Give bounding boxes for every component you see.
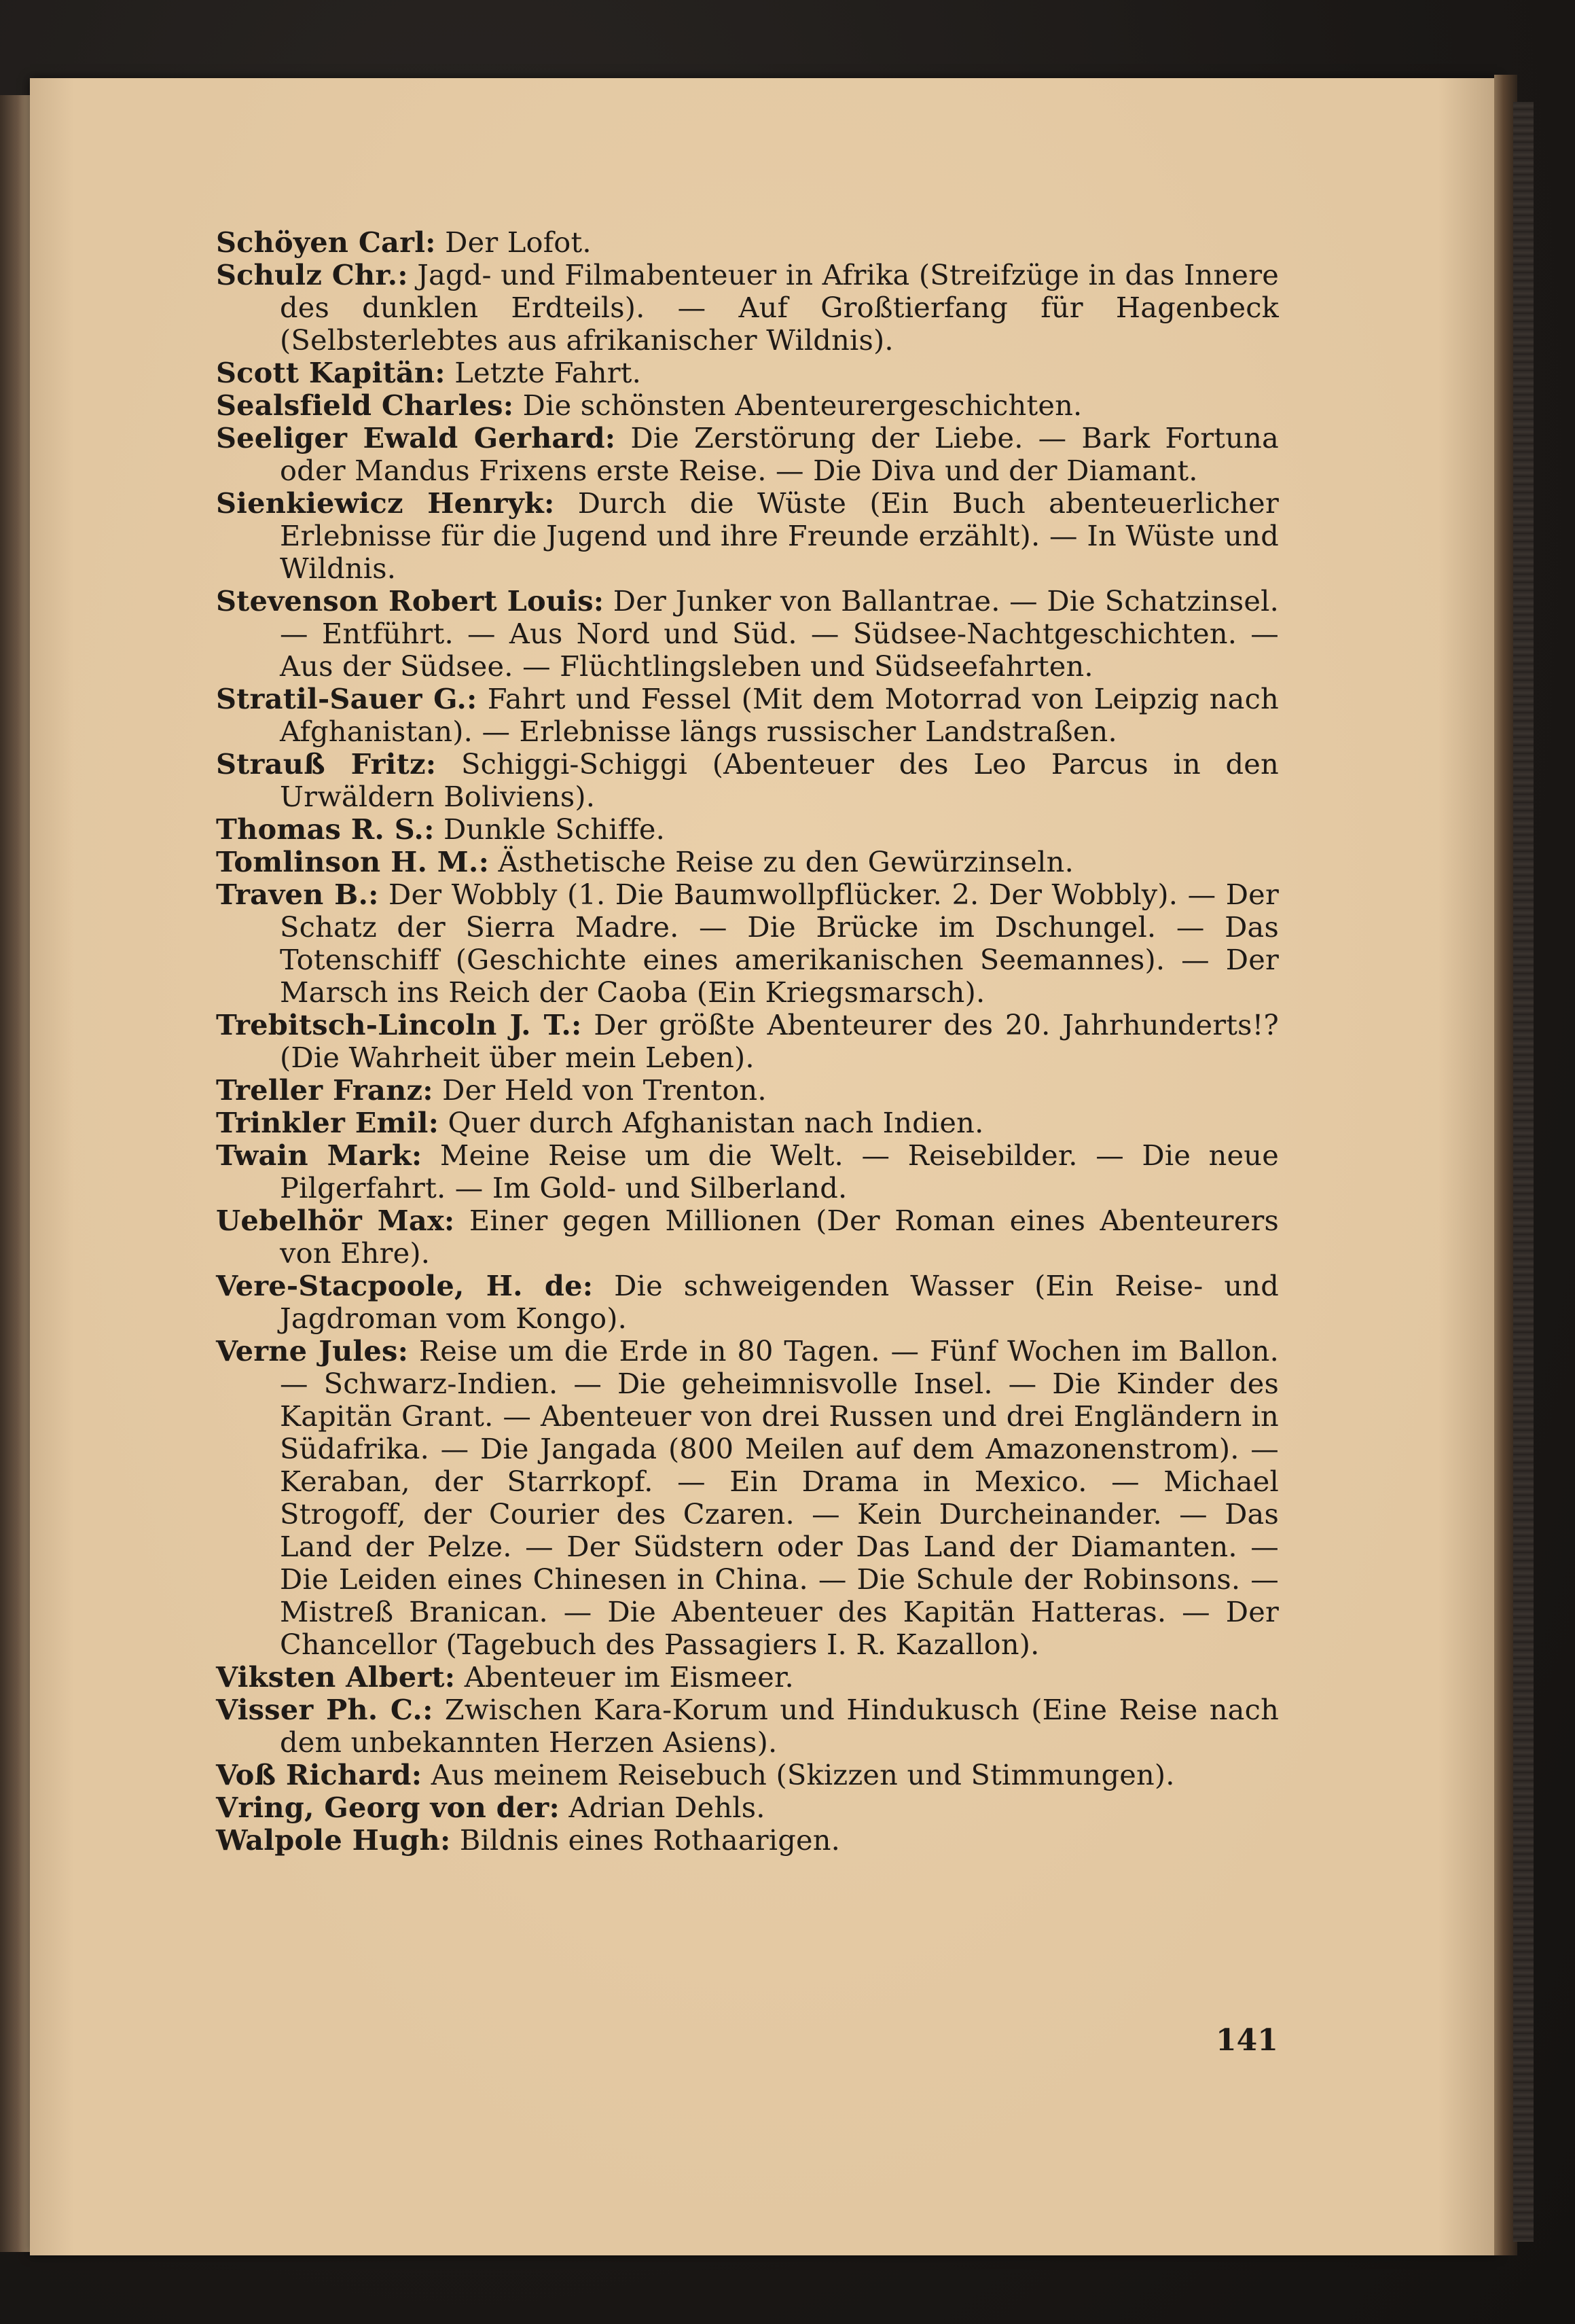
bibliography-entry [216, 1694, 1279, 1759]
entry-titles: Der Held von Trenton. [442, 1073, 767, 1107]
entry-author: Visser Ph. C.: [216, 1693, 433, 1726]
entry-titles: Die Zerstörung der Liebe. — Bark Fortuna oder Mandus Frixens erste Reise. — Die Diva und der Diamant. [280, 421, 1279, 487]
bibliography-entry [216, 1074, 1279, 1107]
bibliography-entry [216, 487, 1279, 585]
entry-titles: Quer durch Afghanistan nach Indien. [448, 1106, 984, 1139]
bibliography-list [216, 226, 1279, 1857]
entry-titles: Schiggi-Schiggi (Abenteuer des Leo Parcus in den Urwäldern Boliviens). [280, 747, 1279, 813]
entry-author: Voß Richard: [216, 1758, 422, 1791]
entry-titles: Die schweigenden Wasser (Ein Reise- und Jagdroman vom Kongo). [280, 1269, 1279, 1335]
bibliography-entry [216, 585, 1279, 683]
bibliography-entry [216, 226, 1279, 259]
bibliography-entry [216, 813, 1279, 846]
bibliography-entry [216, 1009, 1279, 1074]
bibliography-entry [216, 259, 1279, 357]
entry-author: Stratil-Sauer G.: [216, 682, 477, 715]
entry-titles: Bildnis eines Rothaarigen. [459, 1823, 841, 1857]
page-number: 141 [1216, 2023, 1278, 2058]
bibliography-entry [216, 1759, 1279, 1791]
entry-titles: Der Lofot. [445, 226, 592, 259]
bibliography-entry [216, 878, 1279, 1009]
entry-author: Vring, Georg von der: [216, 1791, 560, 1824]
entry-author: Twain Mark: [216, 1139, 422, 1172]
entry-author: Thomas R. S.: [216, 812, 435, 846]
entry-titles: Durch die Wüste (Ein Buch abenteuerlicher Erlebnisse für die Jugend und ihre Freunde erzählt). — In Wüste und Wildnis. [280, 486, 1279, 585]
bibliography-entry [216, 1107, 1279, 1139]
entry-titles: Der Wobbly (1. Die Baumwollpflücker. 2. Der Wobbly). — Der Schatz der Sierra Madre. — Die Brücke im Dschungel. — Das Totenschiff (Geschichte eines amerikanischen Seemannes). — Der Marsch ins Reich der Caoba (Ein Kriegsmarsch). [280, 878, 1279, 1009]
entry-author: Walpole Hugh: [216, 1823, 451, 1857]
entry-author: Stevenson Robert Louis: [216, 584, 604, 618]
entry-titles: Meine Reise um die Welt. — Reisebilder. — Die neue Pilgerfahrt. — Im Gold- und Silberland. [280, 1139, 1279, 1204]
bibliography-entry [216, 1661, 1279, 1694]
left-page-edge [0, 95, 30, 2252]
entry-author: Traven B.: [216, 878, 379, 911]
entry-titles: Dunkle Schiffe. [443, 812, 666, 846]
bibliography-entry [216, 846, 1279, 878]
entry-author: Seeliger Ewald Gerhard: [216, 421, 616, 454]
entry-author: Strauß Fritz: [216, 747, 437, 781]
entry-titles: Die schönsten Abenteurergeschichten. [522, 389, 1083, 422]
entry-titles: Einer gegen Millionen (Der Roman eines Abenteurers von Ehre). [280, 1204, 1279, 1270]
bibliography-entry [216, 1335, 1279, 1661]
entry-titles: Letzte Fahrt. [454, 356, 642, 389]
bibliography-entry [216, 748, 1279, 813]
entry-titles: Fahrt und Fessel (Mit dem Motorrad von Leipzig nach Afghanistan). — Erlebnisse längs russischer Landstraßen. [280, 682, 1279, 748]
entry-author: Sienkiewicz Henryk: [216, 486, 555, 520]
entry-titles: Adrian Dehls. [568, 1791, 765, 1824]
book-binding [1513, 102, 1534, 2242]
entry-titles: Ästhetische Reise zu den Gewürzinseln. [498, 845, 1074, 878]
bibliography-entry [216, 1139, 1279, 1204]
bibliography-entry [216, 1204, 1279, 1270]
bibliography-entry [216, 1270, 1279, 1335]
entry-author: Verne Jules: [216, 1334, 409, 1367]
entry-author: Schulz Chr.: [216, 258, 408, 291]
entry-titles: Der größte Abenteurer des 20. Jahrhunderts!? (Die Wahrheit über mein Leben). [280, 1008, 1279, 1074]
entry-titles: Reise um die Erde in 80 Tagen. — Fünf Wochen im Ballon. — Schwarz-Indien. — Die geheimnisvolle Insel. — Die Kinder des Kapitän Grant. — Abenteuer von drei Russen und drei Engländern in Südafrika. — Die Jangada (800 Meilen auf dem Amazonenstrom). — Keraban, der Starrkopf. — Ein Drama in Mexico. — Michael Strogoff, der Courier des Czaren. — Kein Durcheinander. — Das Land der Pelze. — Der Südstern oder Das Land der Diamanten. — Die Leiden eines Chinesen in China. — Die Schule der Robinsons. — Mistreß Branican. — Die Abenteuer des Kapitän Hatteras. — Der Chancellor (Tagebuch des Passagiers I. R. Kazallon). [280, 1334, 1279, 1661]
bibliography-entry [216, 422, 1279, 487]
entry-author: Uebelhör Max: [216, 1204, 455, 1237]
entry-author: Trinkler Emil: [216, 1106, 439, 1139]
bibliography-entry [216, 357, 1279, 389]
entry-author: Treller Franz: [216, 1073, 433, 1107]
entry-author: Scott Kapitän: [216, 356, 446, 389]
entry-author: Vere-Stacpoole, H. de: [216, 1269, 594, 1302]
bibliography-entry [216, 683, 1279, 748]
entry-titles: Der Junker von Ballantrae. — Die Schatzinsel. — Entführt. — Aus Nord und Süd. — Südsee-Nachtgeschichten. — Aus der Südsee. — Flüchtlingsleben und Südseefahrten. [280, 584, 1279, 683]
entry-author: Viksten Albert: [216, 1660, 456, 1694]
bibliography-entry [216, 389, 1279, 422]
entry-author: Sealsfield Charles: [216, 389, 514, 422]
bibliography-entry [216, 1824, 1279, 1857]
entry-titles: Zwischen Kara-Korum und Hindukusch (Eine Reise nach dem unbekannten Herzen Asiens). [280, 1693, 1279, 1759]
entry-author: Schöyen Carl: [216, 226, 436, 259]
bibliography-entry [216, 1791, 1279, 1824]
entry-author: Trebitsch-Lincoln J. T.: [216, 1008, 582, 1041]
entry-author: Tomlinson H. M.: [216, 845, 490, 878]
entry-titles: Jagd- und Filmabenteuer in Afrika (Streifzüge in das Innere des dunklen Erdteils). — Auf Großtierfang für Hagenbeck (Selbsterlebtes aus afrikanischer Wildnis). [280, 258, 1279, 357]
entry-titles: Aus meinem Reisebuch (Skizzen und Stimmungen). [431, 1758, 1175, 1791]
entry-titles: Abenteuer im Eismeer. [464, 1660, 794, 1694]
